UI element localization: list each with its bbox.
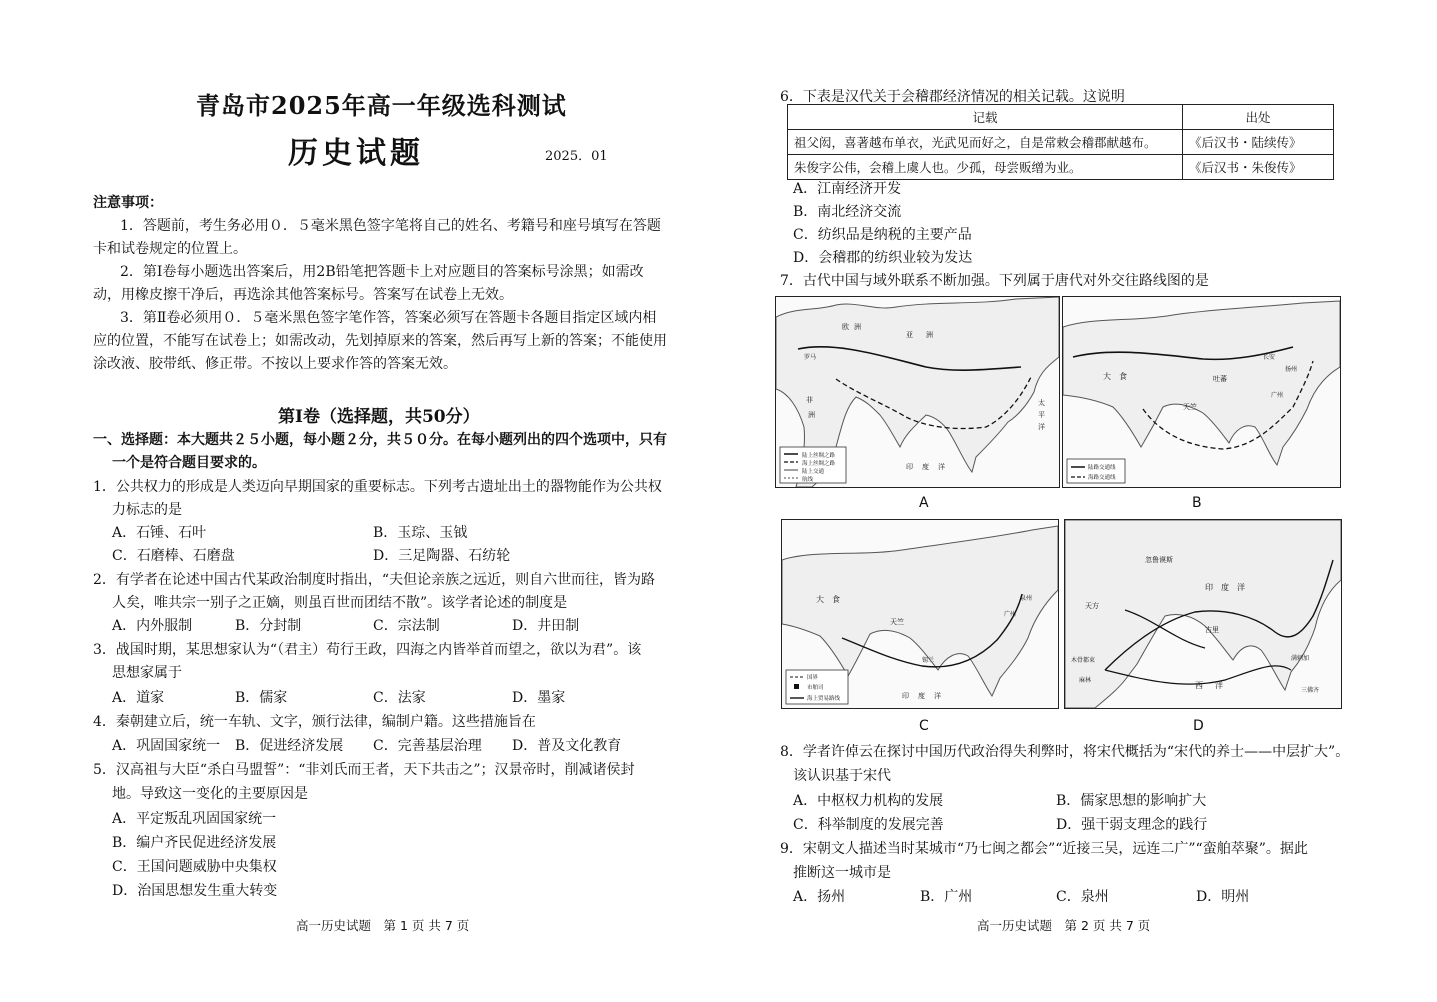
map-d[interactable] (1064, 519, 1342, 709)
q3-option-d[interactable]: D．墨家 (512, 690, 566, 706)
q9-option-d[interactable]: D．明州 (1196, 889, 1250, 905)
notice-line: 1．答题前，考生务必用０．５毫米黑色签字笔将自己的姓名、考籍号和座号填写在答题 (120, 218, 661, 234)
map-a-place: 洋 (938, 463, 945, 471)
q8-option-b[interactable]: B．儒家思想的影响扩大 (1056, 793, 1207, 809)
map-a-place: 太 (1038, 399, 1045, 407)
table-cell: 《后汉书・陆续传》 (1183, 130, 1334, 155)
table-header: 出处 (1183, 105, 1334, 130)
map-c-legend-label: 市舶司 (807, 685, 824, 691)
q3-option-c[interactable]: C．法家 (373, 690, 426, 706)
subject-title: 历史试题 (288, 136, 424, 171)
q6-option-c[interactable]: C．纺织品是纳税的主要产品 (793, 227, 972, 243)
map-d-place: 三佛齐 (1301, 687, 1320, 694)
q9-option-c[interactable]: C．泉州 (1056, 889, 1109, 905)
map-a-place: 罗马 (804, 354, 817, 361)
q6-record-table (787, 104, 1334, 180)
map-b-place: 吐蕃 (1213, 375, 1227, 383)
q9-option-b[interactable]: B．广州 (920, 889, 973, 905)
section-intro: 一个是符合题目要求的。 (112, 455, 266, 471)
notice-line: 应的位置，不能写在试卷上；如需改动，先划掉原来的答案，然后再写上新的答案；不能使用 (93, 333, 667, 349)
question-9: 9．宋朝文人描述当时某城市“乃七闽之都会”“近接三吴，远连二广”“蛮舶萃聚”。据此 (780, 841, 1308, 857)
table-cell: 祖父闳，喜著越布单衣，光武见而好之，自是常敕会稽郡献越布。 (788, 130, 1183, 155)
map-d-label[interactable]: D (1193, 718, 1204, 734)
part-title: 第Ⅰ卷（选择题，共50分） (278, 407, 480, 427)
q4-option-a[interactable]: A．巩固国家统一 (112, 738, 221, 754)
map-b-drawing (1063, 297, 1340, 487)
map-b-place: 扬州 (1285, 366, 1298, 373)
map-d-drawing (1065, 520, 1341, 708)
map-a-place: 平 (1038, 411, 1045, 419)
q8-option-d[interactable]: D．强干弱支理念的践行 (1056, 817, 1208, 833)
notice-line: 3．第Ⅱ卷必须用０．５毫米黑色签字笔作答，答案必须写在答题卡各题目指定区域内相 (120, 310, 657, 326)
q8-option-c[interactable]: C．科举制度的发展完善 (793, 817, 944, 833)
question-8: 该认识基于宋代 (793, 768, 891, 784)
q1-option-b[interactable]: B．玉琮、玉钺 (373, 525, 468, 541)
map-c-label[interactable]: C (919, 718, 929, 734)
map-b-place: 广州 (1271, 392, 1284, 399)
question-2: 人矣，唯共宗一别子之正嫡，则虽百世而团结不散”。该学者论述的制度是 (112, 595, 568, 611)
map-a-place: 亚 (906, 331, 913, 339)
map-c-place: 印 (902, 692, 909, 700)
q3-option-a[interactable]: A．道家 (112, 690, 165, 706)
q6-option-b[interactable]: B．南北经济交流 (793, 204, 902, 220)
map-d-place: 洋 (1237, 583, 1245, 592)
map-b-place: 食 (1119, 372, 1127, 381)
q2-option-a[interactable]: A．内外服制 (112, 618, 193, 634)
map-d-place: 满剌加 (1291, 655, 1310, 662)
map-a-place: 洲 (926, 331, 933, 339)
map-b-place: 长安 (1263, 354, 1276, 361)
table-header: 记载 (788, 105, 1183, 130)
question-9: 推断这一城市是 (793, 865, 891, 881)
map-a-legend-label: 陆上丝绸之路 (802, 453, 836, 459)
map-d-place: 印 (1205, 583, 1213, 592)
map-a-drawing (776, 297, 1059, 487)
question-3: 思想家属于 (112, 665, 182, 681)
question-4: 4．秦朝建立后，统一车轨、文字，颁行法律，编制户籍。这些措施旨在 (93, 714, 536, 730)
map-a-place: 印 (906, 463, 913, 471)
question-6: 6．下表是汉代关于会稽郡经济情况的相关记载。这说明 (780, 89, 1125, 105)
map-d-place: 忽鲁谟斯 (1145, 556, 1173, 564)
map-a-legend-label: 航线 (802, 477, 814, 483)
map-c-place: 大 (816, 595, 824, 604)
q5-option-d[interactable]: D．治国思想发生重大转变 (112, 883, 278, 899)
map-b-label[interactable]: B (1192, 495, 1202, 511)
q5-option-a[interactable]: A．平定叛乱巩固国家统一 (112, 811, 277, 827)
map-a-place: 洲 (854, 323, 861, 331)
q1-option-a[interactable]: A．石锤、石叶 (112, 525, 207, 541)
question-3: 3．战国时期，某思想家认为“（君主）苟行王政，四海之内皆举首而望之，欲以为君”。该 (93, 642, 642, 658)
notice-line: 动，用橡皮擦干净后，再选涂其他答案标号。答案写在试卷上无效。 (93, 287, 513, 303)
question-2: 2．有学者在论述中国古代某政治制度时指出，“夫但论亲族之远近，则自六世而往，皆为路 (93, 572, 656, 588)
map-b-place: 大 (1103, 372, 1111, 381)
q2-option-c[interactable]: C．宗法制 (373, 618, 440, 634)
q2-option-d[interactable]: D．井田制 (512, 618, 580, 634)
notice-line: 涂改液、胶带纸、修正带。不按以上要求作答的答案无效。 (93, 356, 457, 372)
map-c-place: 泉州 (1020, 595, 1033, 602)
question-5: 地。导致这一变化的主要原因是 (112, 786, 308, 802)
map-a-place: 非 (806, 396, 813, 404)
question-5: 5．汉高祖与大臣“杀白马盟誓”：“非刘氏而王者，天下共击之”；汉景帝时，削减诸侯封 (93, 762, 635, 778)
map-a-place: 洲 (808, 411, 815, 419)
map-a-place: 欧 (842, 323, 849, 331)
map-d-place: 麻林 (1079, 677, 1092, 684)
map-d-place: 西 (1195, 681, 1203, 690)
map-b-legend-label: 陆路交通线 (1088, 465, 1116, 471)
q8-option-a[interactable]: A．中枢权力机构的发展 (793, 793, 944, 809)
map-a-place: 洋 (1038, 423, 1045, 431)
q4-option-c[interactable]: C．完善基层治理 (373, 738, 482, 754)
map-c-place: 锡兰 (922, 657, 935, 664)
map-c-legend-label: 海上贸易路线 (807, 696, 841, 702)
q9-option-a[interactable]: A．扬州 (793, 889, 846, 905)
q3-option-b[interactable]: B．儒家 (235, 690, 288, 706)
map-a[interactable] (775, 296, 1060, 488)
q1-option-d[interactable]: D．三足陶器、石纺轮 (373, 548, 511, 564)
map-a-place: 度 (922, 463, 929, 471)
page-footer: 高一历史试题 第 1 页 共 7 页 (296, 918, 470, 933)
map-d-place: 古里 (1205, 626, 1219, 634)
map-d-place: 天方 (1085, 602, 1099, 610)
map-c-place: 食 (832, 595, 840, 604)
map-c-place: 度 (918, 692, 925, 700)
map-a-legend-label: 陆上交通 (802, 469, 825, 475)
q6-option-d[interactable]: D．会稽郡的纺织业较为发达 (793, 250, 973, 266)
map-c-legend-label: 国界 (807, 675, 819, 681)
table-cell: 朱俊字公伟，会稽上虞人也。少孤，母尝贩缯为业。 (788, 155, 1183, 180)
map-b-place: 天竺 (1183, 403, 1197, 411)
table-cell: 《后汉书・朱俊传》 (1183, 155, 1334, 180)
notice-line: 2．第Ⅰ卷每小题选出答案后，用2B铅笔把答题卡上对应题目的答案标号涂黑；如需改 (120, 264, 644, 280)
map-d-place: 度 (1221, 583, 1229, 592)
map-d-place: 木骨都束 (1071, 657, 1096, 664)
exam-title: 青岛市2025年高一年级选科测试 (196, 91, 567, 120)
section-intro: 一、选择题：本大题共２５小题，每小题２分，共５０分。在每小题列出的四个选项中，只有 (93, 432, 667, 448)
map-c-drawing (782, 520, 1058, 708)
map-a-label[interactable]: A (919, 495, 929, 511)
q1-option-c[interactable]: C．石磨棒、石磨盘 (112, 548, 235, 564)
q4-option-b[interactable]: B．促进经济发展 (235, 738, 344, 754)
map-a-legend-label: 海上丝绸之路 (802, 461, 836, 467)
map-b-legend-label: 海路交通线 (1088, 475, 1116, 481)
question-8: 8．学者许倬云在探讨中国历代政治得失利弊时，将宋代概括为“宋代的养士——中层扩大”。 (780, 744, 1350, 760)
map-c-place: 广州 (1004, 611, 1017, 618)
q5-option-b[interactable]: B．编户齐民促进经济发展 (112, 835, 277, 851)
map-b[interactable] (1062, 296, 1341, 488)
q5-option-c[interactable]: C．王国问题威胁中央集权 (112, 859, 277, 875)
notice-title: 注意事项： (93, 195, 163, 211)
page-footer: 高一历史试题 第 2 页 共 7 页 (977, 918, 1151, 933)
map-c[interactable] (781, 519, 1059, 709)
q4-option-d[interactable]: D．普及文化教育 (512, 738, 622, 754)
question-7: 7．古代中国与域外联系不断加强。下列属于唐代对外交往路线图的是 (780, 273, 1209, 289)
map-d-place: 洋 (1215, 681, 1223, 690)
map-c-place: 天竺 (890, 618, 904, 626)
question-1: 力标志的是 (112, 502, 182, 518)
notice-line: 卡和试卷规定的位置上。 (93, 241, 247, 257)
q2-option-b[interactable]: B．分封制 (235, 618, 302, 634)
question-1: 1．公共权力的形成是人类迈向早期国家的重要标志。下列考古遗址出土的器物能作为公共权 (93, 479, 662, 495)
exam-date: 2025．01 (545, 149, 608, 164)
map-c-place: 洋 (934, 692, 941, 700)
q6-option-a[interactable]: A．江南经济开发 (793, 181, 902, 197)
